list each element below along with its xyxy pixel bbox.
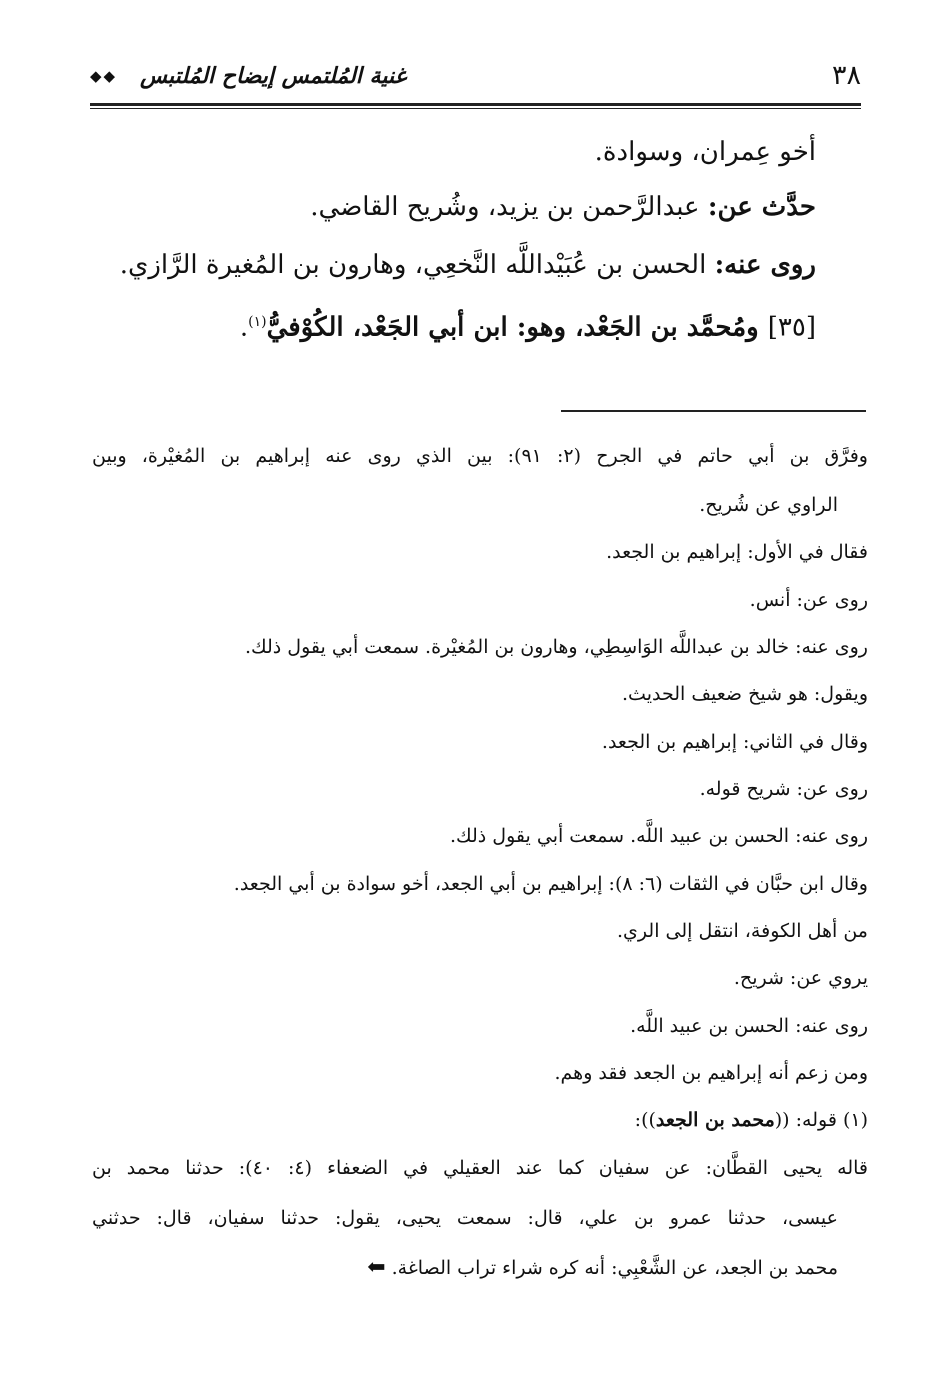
footnote-line: ومن زعم أنه إبراهيم بن الجعد فقد وهم. xyxy=(554,1062,868,1084)
footnote-line: روى عنه: الحسن بن عبيد اللَّه. سمعت أبي يقول ذلك. xyxy=(449,825,868,847)
footnote-line: الراوي عن شُريح. xyxy=(699,494,838,516)
footnote-1-suffix: )): xyxy=(634,1109,656,1131)
footnote-separator xyxy=(561,410,866,412)
footnote-1-heading xyxy=(92,1105,868,1135)
footnote-line: روى عن: شريح قوله. xyxy=(699,778,868,800)
footnote-line: فقال في الأول: إبراهيم بن الجعد. xyxy=(606,541,868,563)
footnote-1-bold: محمد بن الجعد xyxy=(655,1109,775,1131)
main-line-4 xyxy=(90,302,816,348)
footnote-line: قاله يحيى القطَّان: عن سفيان كما عند العقيلي في الضعفاء (٤: ٤٠): حدثنا محمد بن xyxy=(92,1157,868,1179)
main-line-3 xyxy=(90,245,816,285)
footnote-last-line xyxy=(92,1253,838,1283)
label-rawa-anhu: روى عنه: xyxy=(714,250,816,280)
label-haddatha: حدَّث عن: xyxy=(707,192,816,222)
entry-end: . xyxy=(239,312,249,343)
diamond-ornament-icon: ◆◆ xyxy=(90,67,118,85)
footnote-line: روى عنه: الحسن بن عبيد اللَّه. xyxy=(630,1015,868,1037)
entry-title: ومُحمَّد بن الجَعْد، وهو: ابن أبي الجَعْد، الكُوْفيُّ xyxy=(266,312,768,343)
main-line-2 xyxy=(90,187,816,227)
main-line-2-text: عبدالرَّحمن بن يزيد، وشُريح القاضي. xyxy=(310,192,708,222)
footnote-line: يروي عن: شريح. xyxy=(733,967,868,989)
main-line-3-text: الحسن بن عُبَيْداللَّه النَّخعِي، وهارون بن المُغيرة الرَّازي. xyxy=(119,250,715,280)
footnote-line: من أهل الكوفة، انتقل إلى الري. xyxy=(617,920,868,942)
main-line-1: أخو عِمران، وسوادة. xyxy=(594,137,816,167)
continue-arrow-icon: ⬅ xyxy=(367,1255,386,1280)
footnote-ref: (١) xyxy=(248,314,267,330)
footnote-line-text: محمد بن الجعد، عن الشَّعْبِي: أنه كره شراء تراب الصاغة. xyxy=(391,1257,838,1279)
header-rule-thick xyxy=(90,103,861,106)
footnote-line: عيسى، حدثنا عمرو بن علي، قال: سمعت يحيى، يقول: حدثنا سفيان، قال: حدثني xyxy=(92,1207,838,1229)
footnote-line: وقال ابن حبَّان في الثقات (٦: ٨): إبراهيم بن أبي الجعد، أخو سوادة بن أبي الجعد. xyxy=(233,873,868,895)
running-title: غنية المُلتمس إيضاح المُلتبس xyxy=(140,63,407,89)
page-number: ٣٨ xyxy=(831,60,861,91)
footnote-line: روى عن: أنس. xyxy=(749,589,868,611)
header-rule-thin xyxy=(90,108,861,109)
page-header xyxy=(90,58,861,98)
footnote-line: وفرَّق بن أبي حاتم في الجرح (٢: ٩١): بين الذي روى عنه إبراهيم بن المُغيْرة، وبين xyxy=(92,445,868,467)
entry-number: [٣٥] xyxy=(767,312,816,343)
footnote-line: وقال في الثاني: إبراهيم بن الجعد. xyxy=(601,731,868,753)
footnote-line: روى عنه: خالد بن عبداللَّه الوَاسِطِي، وهارون بن المُغيْرة. سمعت أبي يقول ذلك. xyxy=(244,636,868,658)
footnote-1-prefix: (١) قوله: (( xyxy=(774,1109,868,1131)
footnote-line: ويقول: هو شيخ ضعيف الحديث. xyxy=(622,683,868,705)
